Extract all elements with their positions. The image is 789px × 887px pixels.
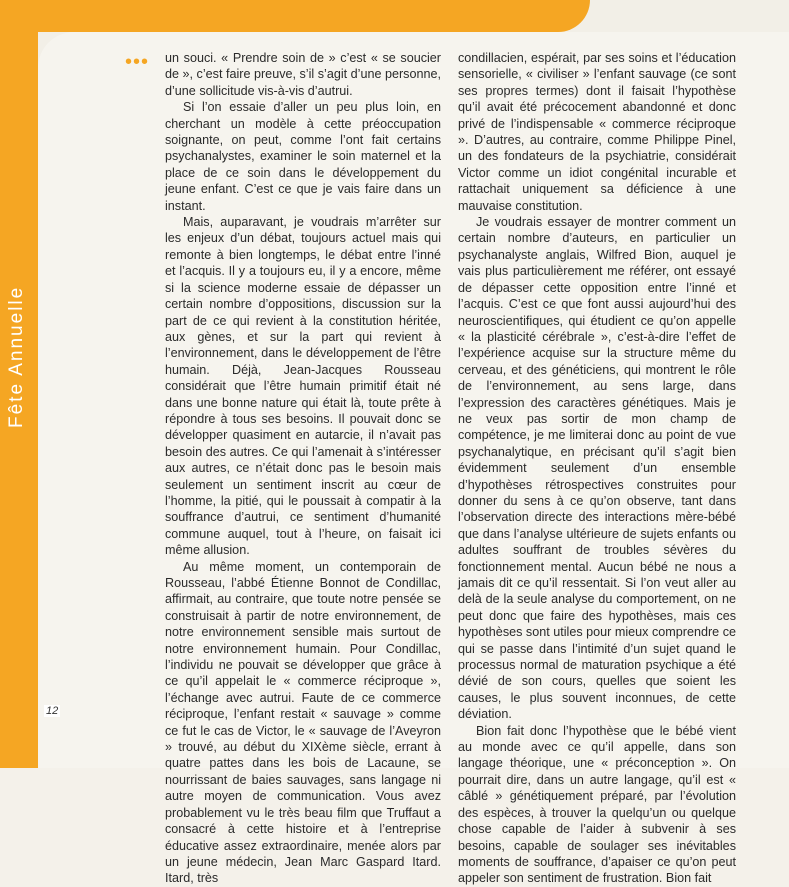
paragraph: Mais, auparavant, je voudrais m’arrêter sur les enjeux d’un débat, toujours actuel mais qui remonte à bien longtemps, le débat entre l’inné et l’acquis. Il y a toujours eu, il y a encore, même si la science moderne essaie de dépasser un certain nombre d’oppositions, discussion sur la part de ce qui revient à la constitution héritée, aux gènes, et sur la part qui revient à l’environnement, dans le développement de l’être humain. Déjà, Jean-Jacques Rousseau considérait que l’être humain primitif était né dans une bonne nature qui était là, toute prête à répondre à tous ses besoins. Il pouvait donc se développer quasiment en autarcie, il n’avait pas besoin des autres. Ce qui l’amenait à s’intéresser aux autres, ce n’était donc pas le besoin mais seulement un sentiment inscrit au cœur de l’homme, la pitié, qui le poussait à compatir à la souffrance d’autrui, ce sentiment d’humanité commune auquel, tout à l’heure, on faisait ici même allusion.: [165, 215, 441, 558]
orange-header-band: [0, 0, 590, 32]
paragraph: condillacien, espérait, par ses soins et l’éducation sensorielle, « civiliser » l’enfant sauvage (ce sont ses propres termes) dont il faisait l’hypothèse qu’il avait été précocement abandonné et donc privé de l’indispensable « commerce réciproque ». D’autres, au contraire, comme Philippe Pinel, un des fondateurs de la psychiatrie, considérait Victor comme un idiot congénital incurable et rattachait uniquement sa déficience à une mauvaise constitution.: [458, 51, 736, 213]
paragraph: Si l’on essaie d’aller un peu plus loin, en cherchant un modèle à cette préoccupation soignante, on peut, comme l’ont fait certains psychanalystes, examiner le soin maternel et la place de ce soin dans le développement du jeune enfant. C’est ce que je vais faire dans un instant.: [165, 100, 441, 213]
paragraph: Au même moment, un contemporain de Rousseau, l’abbé Étienne Bonnot de Condillac, affirmait, au contraire, que toute notre pensée se construisait à partir de notre environnement, de notre environnement sensible mais surtout de notre environnement humain. Pour Condillac, l’individu ne pouvait se développer que grâce à ce qu’il appelait le « commerce réciproque », l’échange avec autrui. Faute de ce commerce réciproque, l’enfant restait « sauvage » comme ce fut le cas de Victor, le « sauvage de l’Aveyron » trouvé, au début du XIXème siècle, errant à quatre pattes dans les bois de Lacaune, se nourrissant de baies sauvages, sans langage ni autre moyen de communication. Vous avez probablement vu le très beau film que Truffaut a consacré à cette histoire et à l’entreprise éducative assez extraordinaire, menée alors par un jeune médecin, Jean Marc Gaspard Itard. Itard, très: [165, 559, 441, 886]
text-column-left: [165, 50, 441, 887]
text-column-right: [458, 50, 736, 887]
section-title: Fête Annuelle: [6, 285, 27, 428]
paragraph: Bion fait donc l’hypothèse que le bébé vient au monde avec ce qu’il appelle, dans son langage théorique, une « préconception ». On pourrait dire, dans un autre langage, qu’il est « câblé » génétiquement préparé, par l’évolution des espèces, à trouver la quelqu’un ou quelque chose capable de l’aider à subvenir à ses besoins, capable de soulager ses inévitables moments de souffrance, d’apaiser ce qu’on peut appeler son sentiment de frustration. Bion fait: [458, 723, 736, 886]
bullet-dots-icon: •••: [125, 51, 150, 73]
page-number: 12: [46, 705, 59, 717]
paragraph: un souci. « Prendre soin de » c’est « se soucier de », c’est faire preuve, s’il s’agit d’une personne, d’une sollicitude vis-à-vis d’autrui.: [165, 51, 441, 98]
paragraph: Je voudrais essayer de montrer comment un certain nombre d’auteurs, en particulier un psychanalyste anglais, Wilfred Bion, auquel je vais plus particulièrement me référer, ont essayé de dépasser cette opposition entre l’inné et l’acquis. C’est ce que font aussi aujourd’hui des neuroscientifiques, qui étudient ce qu’on appelle « la plasticité cérébrale », c’est-à-dire l’effet de l’expérience acquise sur la structure même du cerveau, et des généticiens, qui montrent le rôle de l’environnement, au sens large, dans l’expression des caractères génétiques. Mais je ne veux pas sortir de mon champ de compétence, je me limiterai donc au point de vue psychanalytique, en précisant qu’il s’agit bien évidemment seulement d’un ensemble d’hypothèses rétrospectives construites pour donner du sens à ce qu’on observe, tant dans l’observation directe des interactions mère-bébé que dans l’analyse ultérieure de sujets enfants ou adultes souffrant de troubles sévères du fonctionnement mental. Aucun bébé ne nous a jamais dit ce qu’il ressentait. Si l’on veut aller au delà de la seule analyse du comportement, on ne peut donc que faire des hypothèses, mais ces hypothèses sont utiles pour mieux comprendre ce qui se passe dans l’intimité d’un sujet quand le processus normal de maturation psychique a été dévié de son cours, quelles que soient les causes, le plus souvent inconnues, de cette déviation.: [458, 215, 736, 722]
